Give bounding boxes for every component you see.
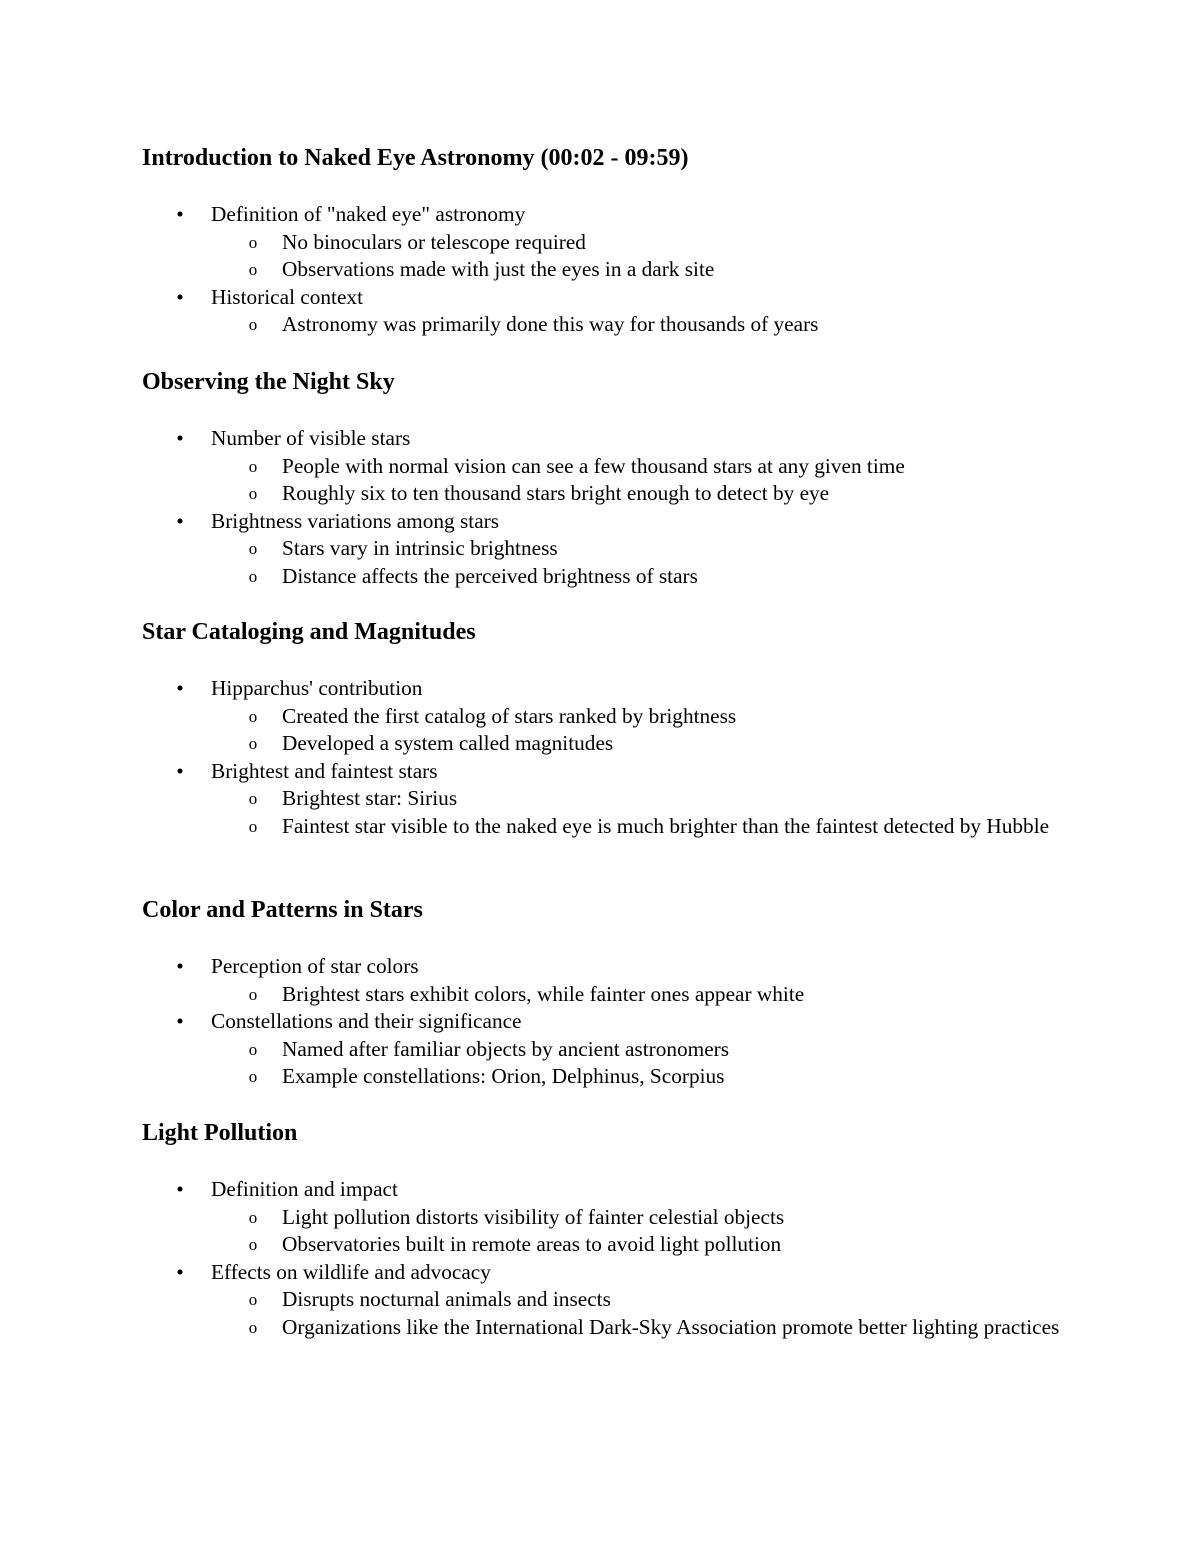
sub-list-item: [142, 1204, 1102, 1232]
sub-bullet-icon: o: [248, 984, 258, 1004]
sub-list-item: [142, 1314, 1102, 1342]
sub-list-item: [142, 535, 1102, 563]
bullet-icon: •: [176, 426, 184, 450]
list-item-text: Perception of star colors: [211, 954, 419, 978]
sub-bullet-icon: o: [248, 315, 258, 335]
sub-list-item: [142, 703, 1102, 731]
bullet-list: [142, 425, 1102, 591]
sub-list-item: [142, 1231, 1102, 1259]
bullet-list: [142, 201, 1102, 339]
bullet-list: [142, 1176, 1102, 1342]
sub-list-item-text: Brightest stars exhibit colors, while fainter ones appear white: [282, 981, 805, 1006]
bullet-icon: •: [176, 202, 184, 226]
section-heading: Introduction to Naked Eye Astronomy (00:02 - 09:59): [142, 145, 689, 171]
sub-list-item: [142, 256, 1102, 284]
bullet-list: [142, 675, 1102, 841]
sub-bullet-icon: o: [248, 539, 258, 559]
sub-list-item-text: Developed a system called magnitudes: [282, 731, 614, 756]
sub-list-item-text: Brightest star: Sirius: [282, 786, 458, 811]
sub-bullet-icon: o: [248, 1207, 258, 1227]
sub-list-item-text: Distance affects the perceived brightness of stars: [282, 563, 698, 588]
bullet-icon: •: [176, 1009, 184, 1034]
bullet-icon: •: [176, 758, 184, 783]
sub-list-item: [142, 730, 1102, 758]
sub-list-item-text: Created the first catalog of stars ranked by brightness: [282, 703, 737, 728]
sub-list-item: [142, 311, 1102, 339]
sub-list-item-text: Example constellations: Orion, Delphinus, Scorpius: [282, 1064, 725, 1089]
sub-bullet-icon: o: [248, 566, 258, 586]
sub-bullet-icon: o: [248, 1235, 258, 1255]
sub-list-item: [142, 229, 1102, 257]
sub-bullet-icon: o: [248, 456, 258, 476]
sub-list-item-text: People with normal vision can see a few thousand stars at any given time: [282, 453, 905, 478]
sub-list-item-text: Named after familiar objects by ancient astronomers: [282, 1036, 730, 1061]
list-item: [142, 758, 1102, 786]
sub-list-item-text: Organizations like the International Dark-Sky Association promote better lighting practices: [282, 1314, 1060, 1339]
list-item-text: Historical context: [211, 284, 363, 309]
sub-bullet-icon: o: [248, 232, 258, 252]
bullet-icon: •: [176, 676, 184, 700]
sub-list-item: [142, 1036, 1102, 1064]
sub-bullet-icon: o: [248, 1067, 258, 1087]
sub-list-item-text: Faintest star visible to the naked eye is much brighter than the faintest detected by Hubble: [282, 813, 1050, 838]
list-item-text: Number of visible stars: [211, 426, 411, 450]
list-item-text: Constellations and their significance: [211, 1009, 522, 1034]
sub-list-item-text: Observations made with just the eyes in a dark site: [282, 257, 715, 282]
sub-bullet-icon: o: [248, 706, 258, 726]
section-star-cataloging: [142, 618, 1102, 841]
section-heading: Star Cataloging and Magnitudes: [142, 619, 476, 645]
sub-list-item: [142, 785, 1102, 813]
bullet-icon: •: [176, 508, 184, 533]
list-item: [142, 1008, 1102, 1036]
list-item: [142, 1259, 1102, 1287]
list-item-text: Brightness variations among stars: [211, 508, 500, 533]
sub-list-item: [142, 1063, 1102, 1091]
sub-list-item-text: Stars vary in intrinsic brightness: [282, 536, 558, 561]
sub-list-item: [142, 813, 1102, 841]
bullet-list: [142, 953, 1102, 1091]
sub-list-item: [142, 981, 1102, 1009]
list-item: [142, 1176, 1102, 1204]
sub-list-item: [142, 453, 1102, 481]
section-color-and-patterns: [142, 896, 1102, 1091]
section-heading: Light Pollution: [142, 1120, 298, 1146]
sub-list-item-text: Astronomy was primarily done this way for thousands of years: [282, 312, 819, 337]
sub-list-item-text: Light pollution distorts visibility of fainter celestial objects: [282, 1204, 785, 1229]
list-item-text: Brightest and faintest stars: [211, 758, 438, 783]
sub-list-item: [142, 1286, 1102, 1314]
list-item-text: Definition and impact: [211, 1177, 398, 1201]
list-item: [142, 284, 1102, 312]
list-item: [142, 953, 1102, 981]
section-heading: Observing the Night Sky: [142, 369, 395, 395]
list-item-text: Hipparchus' contribution: [211, 676, 423, 700]
sub-bullet-icon: o: [248, 1039, 258, 1059]
bullet-icon: •: [176, 1259, 184, 1284]
sub-bullet-icon: o: [248, 260, 258, 280]
sub-list-item-text: Roughly six to ten thousand stars bright enough to detect by eye: [282, 481, 830, 506]
bullet-icon: •: [176, 1177, 184, 1201]
sub-list-item-text: No binoculars or telescope required: [282, 229, 586, 254]
sub-bullet-icon: o: [248, 816, 258, 836]
sub-list-item-text: Observatories built in remote areas to avoid light pollution: [282, 1232, 782, 1257]
list-item: [142, 675, 1102, 703]
sub-list-item-text: Disrupts nocturnal animals and insects: [282, 1287, 611, 1312]
sub-bullet-icon: o: [248, 789, 258, 809]
sub-bullet-icon: o: [248, 1317, 258, 1337]
bullet-icon: •: [176, 284, 184, 309]
list-item: [142, 508, 1102, 536]
list-item-text: Definition of "naked eye" astronomy: [211, 202, 526, 226]
sub-list-item: [142, 563, 1102, 591]
list-item: [142, 201, 1102, 229]
sub-list-item: [142, 480, 1102, 508]
section-heading: Color and Patterns in Stars: [142, 897, 423, 923]
section-observing-night-sky: [142, 368, 1102, 591]
bullet-icon: •: [176, 954, 184, 978]
list-item: [142, 425, 1102, 453]
sub-bullet-icon: o: [248, 1290, 258, 1310]
list-item-text: Effects on wildlife and advocacy: [211, 1259, 491, 1284]
section-light-pollution: [142, 1119, 1102, 1342]
section-introduction: [142, 144, 1102, 339]
sub-bullet-icon: o: [248, 484, 258, 504]
sub-bullet-icon: o: [248, 734, 258, 754]
